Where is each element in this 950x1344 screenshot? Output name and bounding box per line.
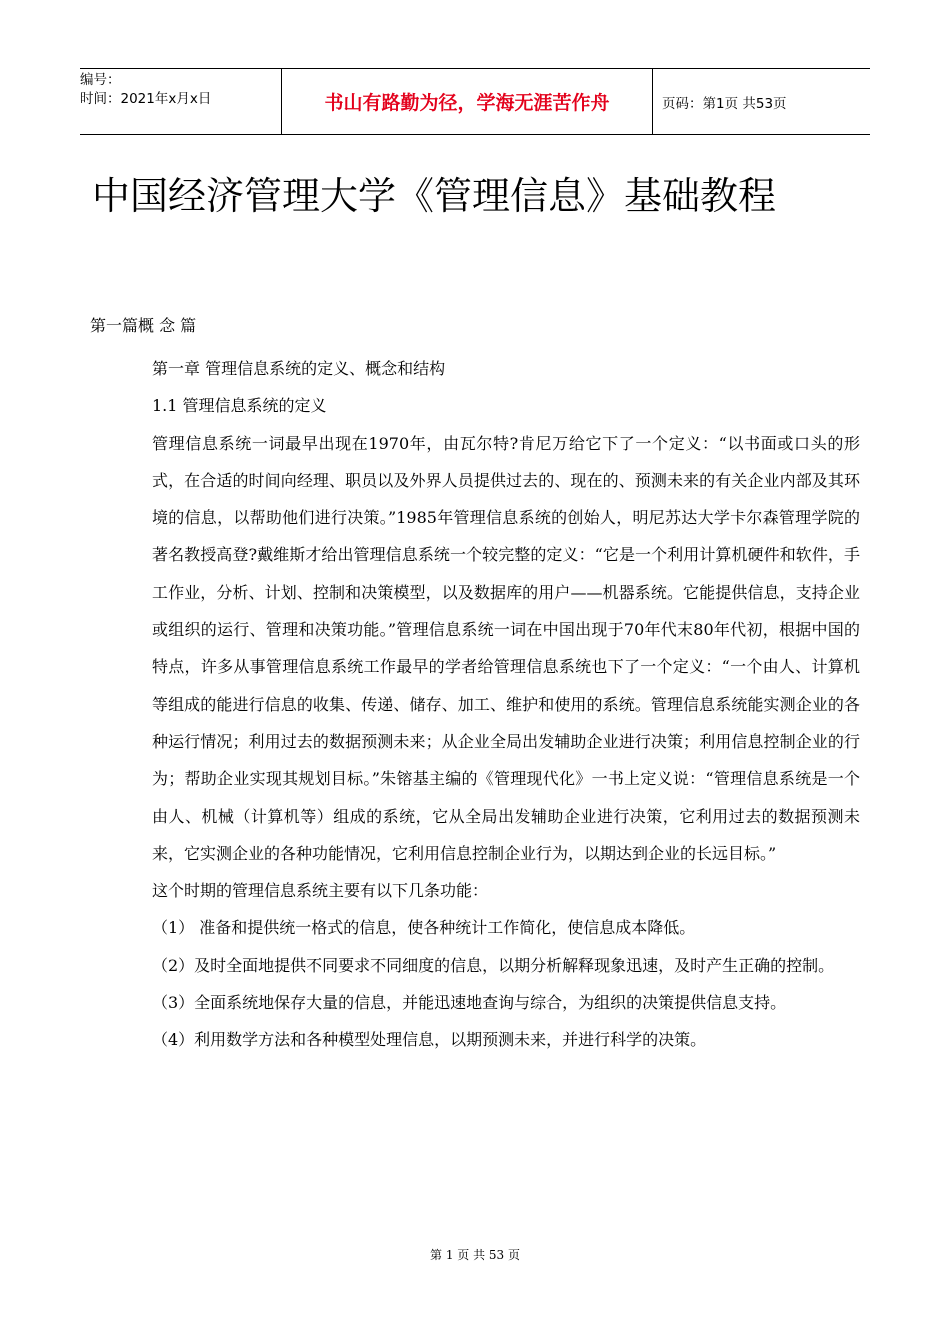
header-motto: 书山有路勤为径，学海无涯苦作舟 xyxy=(281,69,653,134)
header-meta xyxy=(80,69,280,136)
page-header xyxy=(80,68,870,135)
main-paragraph: 管理信息系统一词最早出现在1970年，由瓦尔特?肯尼万给它下了一个定义：“以书面或口头的形式，在合适的时间向经理、职员以及外界人员提供过去的、现在的、预测未来的有关企业内部及其环境的信息，以帮助他们进行决策。”1985年管理信息系统的创始人，明尼苏达大学卡尔森管理学院的著名教授高登?戴维斯才给出管理信息系统一个较完整的定义：“它是一个利用计算机硬件和软件，手工作业，分析、计划、控制和决策模型，以及数据库的用户——机器系统。它能提供信息，支持企业或组织的运行、管理和决策功能。”管理信息系统一词在中国出现于70年代末80年代初，根据中国的特点，许多从事管理信息系统工作最早的学者给管理信息系统也下了一个定义：“一个由人、计算机等组成的能进行信息的收集、传递、储存、加工、维护和使用的系统。管理信息系统能实测企业的各种运行情况；利用过去的数据预测未来；从企业全局出发辅助企业进行决策；利用信息控制企业的行为；帮助企业实现其规划目标。”朱镕基主编的《管理现代化》一书上定义说：“管理信息系统是一个由人、机械（计算机等）组成的系统，它从全局出发辅助企业进行决策，它利用过去的数据预测未来，它实测企业的各种功能情况，它利用信息控制企业行为，以期达到企业的长远目标。” xyxy=(152,433,860,863)
function-item-4: （4）利用数学方法和各种模型处理信息，以期预测未来，并进行科学的决策。 xyxy=(152,1030,707,1050)
functions-intro: 这个时期的管理信息系统主要有以下几条功能： xyxy=(152,881,489,901)
page-footer: 第 1 页 共 53 页 xyxy=(430,1248,520,1262)
document-title: 中国经济管理大学《管理信息》基础教程 xyxy=(92,174,777,218)
part-heading: 第一篇概 念 篇 xyxy=(90,316,197,335)
header-time-label: 时间：2021年x月x日 xyxy=(80,91,212,107)
function-item-1: （1） 准备和提供统一格式的信息，使各种统计工作简化，使信息成本降低。 xyxy=(152,918,696,938)
function-item-3: （3）全面系统地保存大量的信息，并能迅速地查询与综合，为组织的决策提供信息支持。 xyxy=(152,993,787,1013)
section-heading: 1.1 管理信息系统的定义 xyxy=(152,396,327,416)
header-number-label: 编号： xyxy=(80,72,121,88)
chapter-heading: 第一章 管理信息系统的定义、概念和结构 xyxy=(152,359,446,378)
function-item-2: （2）及时全面地提供不同要求不同细度的信息，以期分析解释现象迅速，及时产生正确的控制。 xyxy=(152,955,835,975)
header-page-info: 页码：第1页 共53页 xyxy=(662,95,787,112)
document-body xyxy=(152,350,860,1059)
